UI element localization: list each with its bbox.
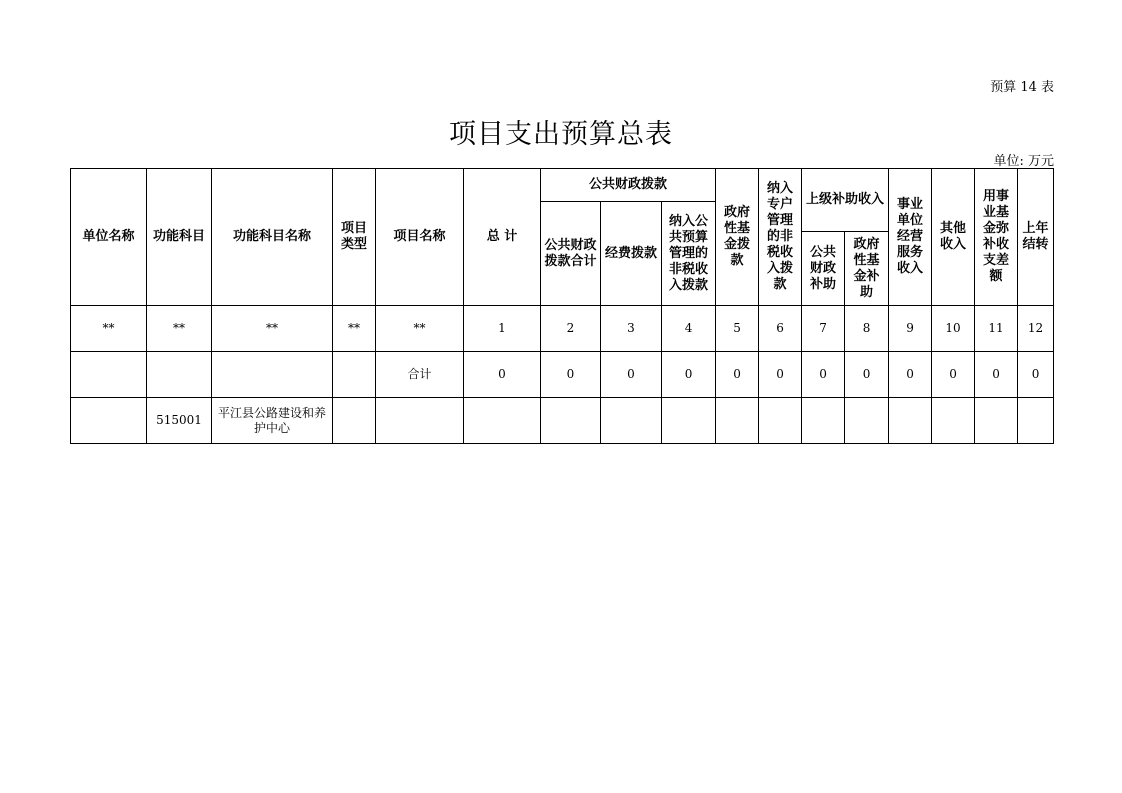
table-cell: 0 (932, 352, 975, 398)
header-superior-public: 公共 财政 补助 (802, 232, 845, 306)
table-cell: ** (147, 306, 212, 352)
unit-label: 单位: 万元 (993, 154, 1054, 169)
table-cell: 0 (889, 352, 932, 398)
table-cell: 0 (802, 352, 845, 398)
table-cell: 7 (802, 306, 845, 352)
table-cell (975, 398, 1018, 444)
header-public-finance-group: 公共财政拨款 (541, 169, 716, 202)
table-cell (212, 352, 333, 398)
header-gov-fund: 政府 性基 金拨 款 (716, 169, 759, 306)
header-carry-over: 上年 结转 (1018, 169, 1054, 306)
form-number: 预算 14 表 (990, 80, 1054, 95)
table-cell (932, 398, 975, 444)
table-cell (889, 398, 932, 444)
table-cell (333, 352, 376, 398)
table-cell (1018, 398, 1054, 444)
table-cell: 2 (541, 306, 601, 352)
table-cell: ** (376, 306, 464, 352)
table-cell: 0 (759, 352, 802, 398)
table-cell: 0 (601, 352, 662, 398)
table-cell: 平江县公路建设和养护中心 (212, 398, 333, 444)
table-cell: 515001 (147, 398, 212, 444)
table-cell: 9 (889, 306, 932, 352)
header-func-name: 功能科目名称 (212, 169, 333, 306)
header-func-code: 功能科目 (147, 169, 212, 306)
header-business-service: 事业 单位 经营 服务 收入 (889, 169, 932, 306)
table-cell: 0 (662, 352, 716, 398)
numbering-row (71, 306, 1054, 352)
table-row (71, 398, 1054, 444)
table-cell (71, 352, 147, 398)
page-title: 项目支出预算总表 (449, 119, 673, 150)
header-unit-name: 单位名称 (71, 169, 147, 306)
header-non-tax-special: 纳入 专户 管理 的非 税收 入拨 款 (759, 169, 802, 306)
table-cell: 合计 (376, 352, 464, 398)
table-cell (333, 398, 376, 444)
table-cell: ** (212, 306, 333, 352)
table-cell (601, 398, 662, 444)
header-other-income: 其他 收入 (932, 169, 975, 306)
header-item-name: 项目名称 (376, 169, 464, 306)
header-superior-gov-fund: 政府 性基 金补 助 (845, 232, 889, 306)
table-cell: 0 (845, 352, 889, 398)
table-cell: 6 (759, 306, 802, 352)
header-superior-group: 上级补助收入 (802, 169, 889, 232)
table-cell: 0 (716, 352, 759, 398)
table-cell: 4 (662, 306, 716, 352)
table-cell: 11 (975, 306, 1018, 352)
total-row (71, 352, 1054, 398)
table-cell (662, 398, 716, 444)
table-cell: 1 (464, 306, 541, 352)
header-total: 总 计 (464, 169, 541, 306)
header-non-tax-public: 纳入公 共预算 管理的 非税收 入拨款 (662, 202, 716, 306)
table-cell: 0 (541, 352, 601, 398)
table-cell (845, 398, 889, 444)
table-cell: 5 (716, 306, 759, 352)
table-cell: 12 (1018, 306, 1054, 352)
table-cell (541, 398, 601, 444)
table-cell (147, 352, 212, 398)
header-fund-offset: 用事 业基 金弥 补收 支差 额 (975, 169, 1018, 306)
table-cell: ** (333, 306, 376, 352)
table-cell (759, 398, 802, 444)
header-funding: 经费拨款 (601, 202, 662, 306)
table-cell (464, 398, 541, 444)
table-cell: 8 (845, 306, 889, 352)
header-public-finance-sum: 公共财政 拨款合计 (541, 202, 601, 306)
table-cell: ** (71, 306, 147, 352)
table-cell (71, 398, 147, 444)
table-cell: 0 (1018, 352, 1054, 398)
budget-table (70, 168, 1054, 444)
table-cell: 3 (601, 306, 662, 352)
table-cell (716, 398, 759, 444)
table-cell: 0 (464, 352, 541, 398)
table-cell (802, 398, 845, 444)
table-cell: 10 (932, 306, 975, 352)
header-item-type: 项目 类型 (333, 169, 376, 306)
table-cell (376, 398, 464, 444)
table-cell: 0 (975, 352, 1018, 398)
